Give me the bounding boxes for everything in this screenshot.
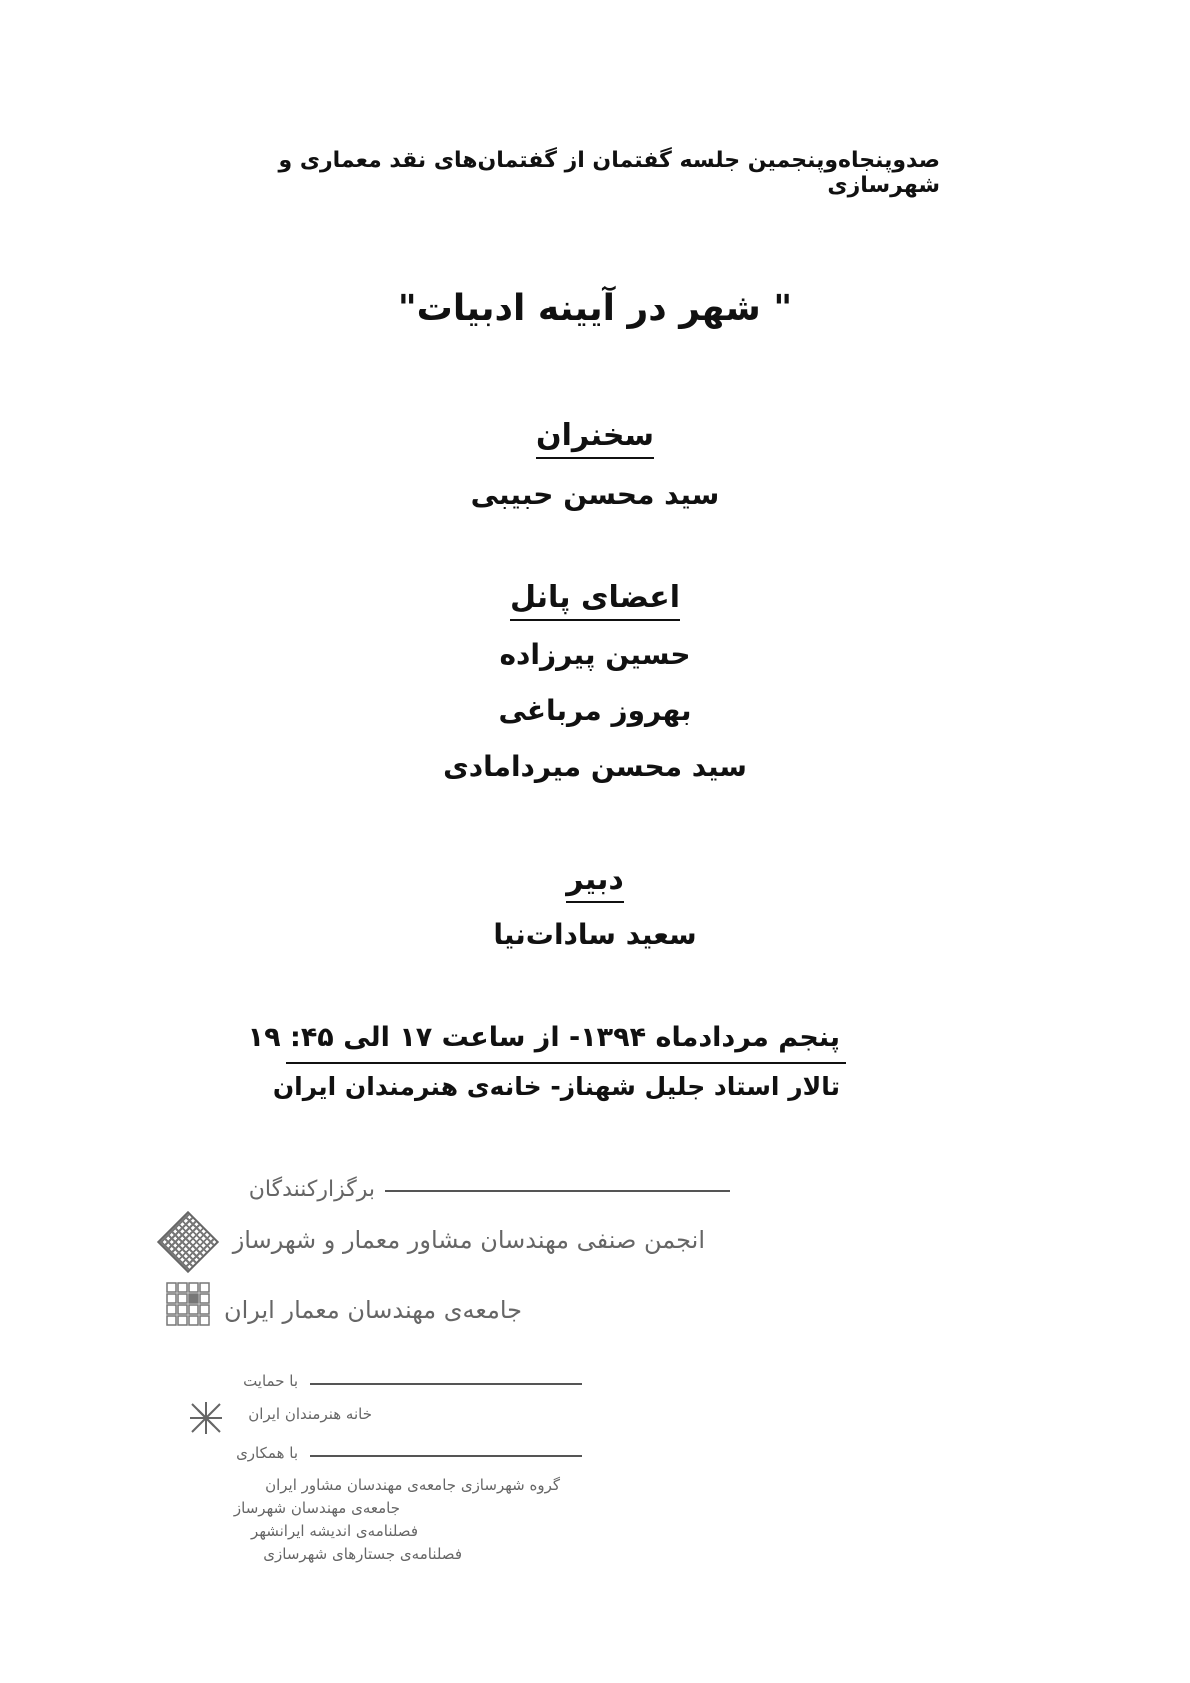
speakers-heading-wrap (0, 418, 1190, 459)
panel-member-1: حسین پیرزاده (499, 638, 691, 671)
support-rule (310, 1383, 582, 1385)
event-venue: تالار استاد جلیل شهناز- خانه‌ی هنرمندان ایران (272, 1072, 840, 1101)
supporter-1: خانه هنرمندان ایران (248, 1405, 372, 1423)
series-title: صدوپنجاه‌وپنجمین جلسه گفتمان از گفتمان‌های نقد معماری و شهرسازی (278, 148, 940, 198)
event-datetime: پنجم مردادماه ۱۳۹۴- از ساعت ۱۷ الی ۴۵: ۱۹ (247, 1022, 840, 1053)
organizer-1: انجمن صنفی مهندسان مشاور معمار و شهرساز (232, 1226, 705, 1254)
panel-heading-wrap (0, 580, 1190, 621)
cooperator-1: گروه شهرسازی جامعه‌ی مهندسان مشاور ایران (265, 1476, 560, 1494)
datetime-underline (286, 1062, 846, 1064)
speaker-name: سید محسن حبیبی (470, 478, 720, 511)
organizers-rule (385, 1190, 730, 1192)
square-grid-logo-icon (166, 1282, 210, 1326)
moderator-heading: دبیر (566, 862, 624, 903)
moderator-heading-wrap (0, 862, 1190, 903)
cooperator-3: فصلنامه‌ی اندیشه ایرانشهر (251, 1522, 418, 1540)
panel-member-3: سید محسن میردامادی (443, 750, 747, 783)
speakers-heading: سخنران (536, 418, 654, 459)
panel-member-2: بهروز مرباغی (498, 694, 692, 727)
talk-title: " شهر در آیینه ادبیات" (397, 288, 793, 329)
moderator-name: سعید سادات‌نیا (493, 918, 697, 951)
cooperator-4: فصلنامه‌ی جستارهای شهرسازی (263, 1545, 462, 1563)
organizers-heading: برگزارکنندگان (248, 1177, 375, 1202)
cooperation-heading: با همکاری (236, 1444, 298, 1462)
support-heading: با حمایت (243, 1372, 298, 1390)
cooperator-2: جامعه‌ی مهندسان شهرساز (233, 1499, 400, 1517)
organizer-2: جامعه‌ی مهندسان معمار ایران (223, 1296, 522, 1324)
cooperation-rule (310, 1455, 582, 1457)
panel-heading: اعضای پانل (510, 580, 680, 621)
